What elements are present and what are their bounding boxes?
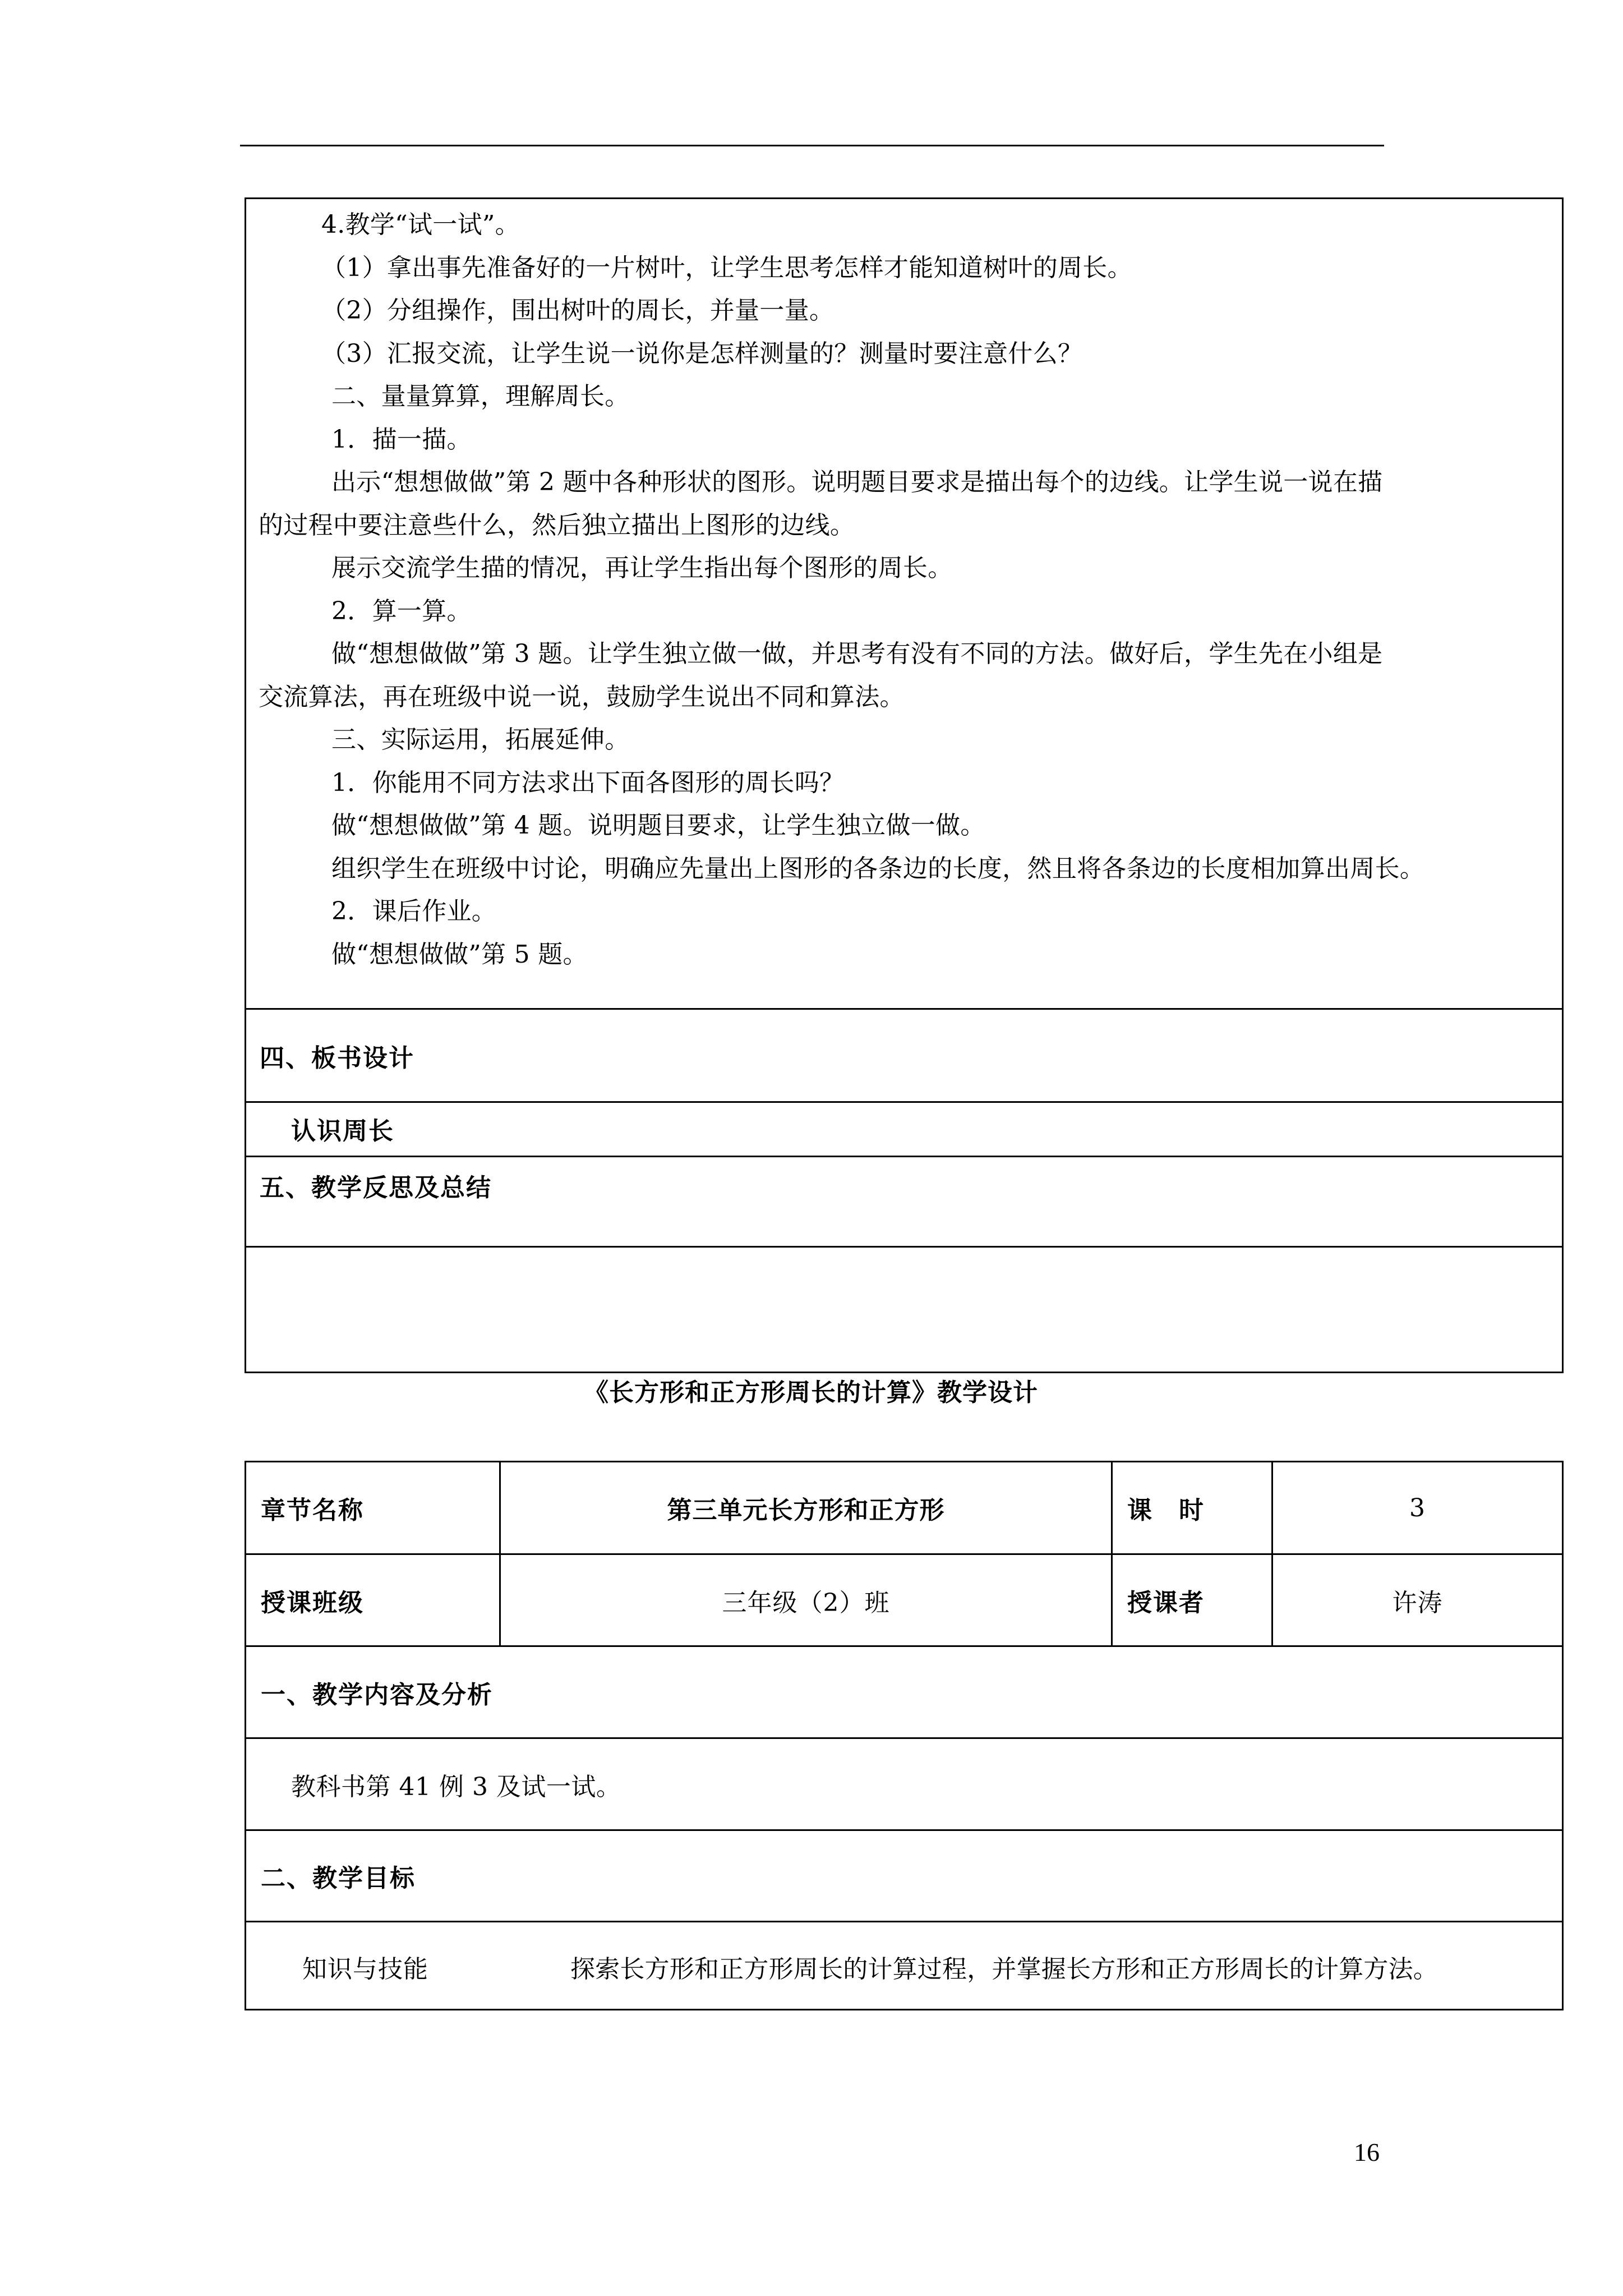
class-row bbox=[246, 1553, 1562, 1645]
document-title-text: 《长方形和正方形周长的计算》教学设计 bbox=[584, 1378, 1038, 1407]
procedure-line: 三、实际运用，拓展延伸。 bbox=[331, 725, 630, 754]
chapter-row bbox=[246, 1462, 1562, 1553]
procedure-line: 做“想想做做”第 3 题。让学生独立做一做，并思考有没有不同的方法。做好后，学生先在小组是 bbox=[331, 639, 1383, 668]
content-head-row bbox=[246, 1645, 1562, 1737]
procedure-line: 1．你能用不同方法求出下面各图形的周长吗？ bbox=[331, 768, 845, 797]
procedure-line: （2）分组操作，围出树叶的周长，并量一量。 bbox=[321, 296, 834, 325]
goal-label: 知识与技能 bbox=[302, 1954, 428, 1984]
chapter-value: 第三单元长方形和正方形 bbox=[667, 1496, 945, 1525]
page-number: 16 bbox=[1354, 2138, 1380, 2166]
procedure-line: 2．算一算。 bbox=[331, 596, 472, 625]
chapter-label-cell bbox=[246, 1462, 499, 1553]
goals-heading: 二、教学目标 bbox=[261, 1864, 416, 1893]
procedure-line: 出示“想想做做”第 2 题中各种形状的图形。说明题目要求是描出每个的边线。让学生说一说在描 bbox=[331, 468, 1383, 496]
procedure-line: （3）汇报交流，让学生说一说你是怎样测量的？测量时要注意什么？ bbox=[321, 339, 1083, 368]
reflection-header-row bbox=[246, 1156, 1562, 1246]
teacher-value-cell bbox=[1271, 1555, 1562, 1645]
goal-row bbox=[246, 1921, 1562, 2010]
class-label: 授课班级 bbox=[261, 1588, 364, 1617]
chapter-value-cell bbox=[499, 1462, 1111, 1553]
class-label-cell bbox=[246, 1555, 499, 1645]
period-label-cell bbox=[1111, 1462, 1271, 1553]
procedure-line: 1．描一描。 bbox=[331, 425, 472, 454]
document-title bbox=[0, 1372, 1623, 1408]
class-value-cell bbox=[499, 1555, 1111, 1645]
goal-text: 探索长方形和正方形周长的计算过程，并掌握长方形和正方形周长的计算方法。 bbox=[570, 1954, 1438, 1984]
procedure-line: 展示交流学生描的情况，再让学生指出每个图形的周长。 bbox=[331, 554, 953, 582]
period-label: 课 时 bbox=[1127, 1496, 1205, 1525]
procedure-line: 交流算法，再在班级中说一说，鼓励学生说出不同和算法。 bbox=[259, 682, 905, 711]
content-heading: 一、教学内容及分析 bbox=[261, 1680, 493, 1709]
procedure-line: 做“想想做做”第 4 题。说明题目要求，让学生独立做一做。 bbox=[331, 811, 985, 840]
chapter-label: 章节名称 bbox=[261, 1496, 364, 1525]
teacher-label-cell bbox=[1111, 1555, 1271, 1645]
reflection-heading: 五、教学反思及总结 bbox=[260, 1174, 492, 1202]
board-design-heading: 四、板书设计 bbox=[260, 1044, 414, 1073]
procedure-line: 二、量量算算，理解周长。 bbox=[331, 382, 630, 411]
content-text: 教科书第 41 例 3 及试一试。 bbox=[291, 1772, 621, 1801]
procedure-line: 组织学生在班级中讨论，明确应先量出上图形的各条边的长度，然且将各条边的长度相加算出周长。 bbox=[331, 854, 1425, 883]
lesson-plan-table bbox=[245, 1461, 1564, 2010]
period-value: 3 bbox=[1409, 1493, 1426, 1522]
procedure-line: 2．课后作业。 bbox=[331, 897, 497, 926]
lesson-procedure-text bbox=[259, 204, 1552, 976]
header-rule bbox=[240, 145, 1384, 146]
lesson-table-continued bbox=[245, 197, 1564, 1373]
reflection-content-row bbox=[246, 1246, 1562, 1373]
teacher-value: 许涛 bbox=[1392, 1588, 1443, 1617]
period-value-cell bbox=[1271, 1462, 1562, 1553]
procedure-line: （1）拿出事先准备好的一片树叶，让学生思考怎样才能知道树叶的周长。 bbox=[321, 253, 1132, 282]
lesson-procedure-cell bbox=[246, 199, 1562, 1008]
teacher-label: 授课者 bbox=[1127, 1588, 1205, 1617]
procedure-line: 做“想想做做”第 5 题。 bbox=[331, 940, 588, 969]
procedure-line: 的过程中要注意些什么，然后独立描出上图形的边线。 bbox=[259, 510, 855, 540]
board-design-header-row bbox=[246, 1008, 1562, 1101]
procedure-line: 4.教学“试一试”。 bbox=[321, 210, 520, 239]
board-design-content-row bbox=[246, 1101, 1562, 1156]
goals-head-row bbox=[246, 1829, 1562, 1921]
content-text-row bbox=[246, 1737, 1562, 1829]
board-design-content: 认识周长 bbox=[291, 1117, 394, 1145]
class-value: 三年级（2）班 bbox=[722, 1588, 890, 1617]
